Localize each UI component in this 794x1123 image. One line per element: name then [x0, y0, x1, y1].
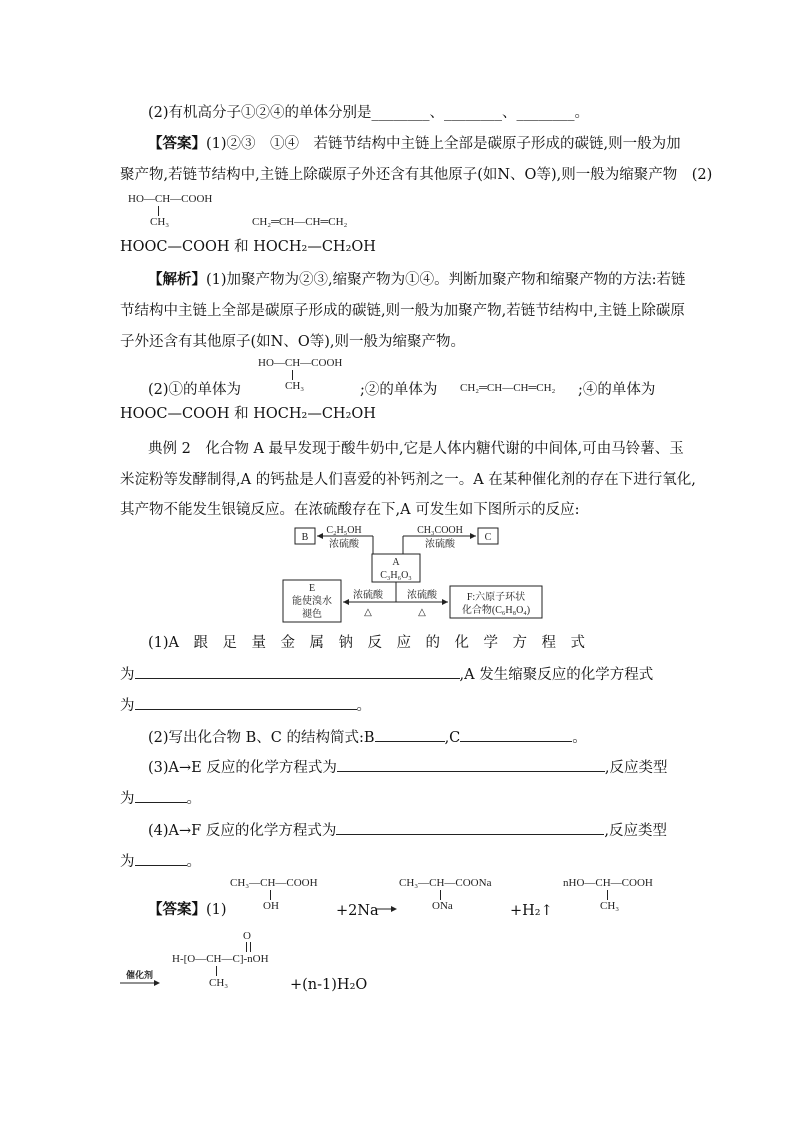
desc-E-2: 褪色 — [302, 609, 322, 620]
answer-blank-3-type[interactable] — [135, 788, 187, 803]
answer-blank-2[interactable] — [135, 695, 357, 710]
reagent-h2so4-4: 浓硫酸 — [407, 590, 437, 601]
reagent-h2so4-3: 浓硫酸 — [353, 590, 383, 601]
lactic-acid-structure-2: HO—CH—COOH — [258, 357, 343, 369]
q4-b: ,反应类型 — [604, 823, 667, 839]
answer-blank-3[interactable] — [337, 757, 605, 772]
analysis-1-line-2: 节结构中主链上全部是碳原子形成的碳链,则一般为加聚产物,若链节结构中,主链上除碳原 — [120, 303, 685, 319]
analysis-1-line-4: HOOC—COOH 和 HOCH₂—CH₂OH — [120, 406, 376, 422]
q4-c-post: 。 — [186, 854, 201, 870]
answer-1-line-3: HOOC—COOH 和 HOCH₂—CH₂OH — [120, 239, 376, 255]
lactic-acid-hydroxyl: OH — [263, 900, 279, 912]
formula-A: C₃H₆O₃ — [380, 570, 412, 581]
question-3-line-2 — [120, 788, 201, 809]
answer-blank-C[interactable] — [460, 727, 572, 742]
analysis-1-line-1 — [148, 270, 686, 290]
desc-F-1: F:六原子环状 — [466, 592, 526, 603]
example-2-line-3: 其产物不能发生银镜反应。在浓硫酸存在下,A 可发生如下图所示的反应: — [120, 502, 580, 518]
desc-F-2: 化合物(C₆H₈O₄) — [461, 605, 531, 616]
sodium-lactate-ona: ONa — [432, 900, 453, 912]
hydrogen-product: +H₂↑ — [510, 903, 553, 919]
double-bond — [246, 942, 251, 952]
lactic-acid-methyl: CH₃ — [150, 216, 170, 228]
analysis-1-text-a: (1)加聚产物为②③,缩聚产物为①④。判断加聚产物和缩聚产物的方法:若链 — [206, 272, 686, 288]
q2-b: ,C — [444, 730, 461, 746]
lactic-acid-methyl-2: CH₃ — [285, 380, 305, 392]
q3-b: ,反应类型 — [604, 760, 668, 776]
lactic-acid-n-methyl: CH₃ — [600, 900, 620, 912]
q4-c-pre: 为 — [120, 854, 135, 870]
q4-a: (4)A→F 反应的化学方程式为 — [148, 823, 337, 839]
reagent-h2so4-1: 浓硫酸 — [329, 539, 359, 550]
heat-symbol-2: △ — [418, 607, 426, 618]
reaction-diagram — [280, 522, 550, 626]
q3-a: (3)A→E 反应的化学方程式为 — [148, 760, 337, 776]
bond-line-5 — [607, 890, 608, 900]
catalyst-label: 催化剂 — [126, 970, 154, 980]
bond-line-3 — [270, 890, 271, 900]
answer-2-part: (1) — [206, 902, 227, 918]
answer-2-line-1 — [148, 900, 227, 920]
answer-label: 【答案】 — [148, 135, 206, 152]
q1-c-pre: 为 — [120, 698, 135, 714]
butadiene-structure-2: CH₂═CH—CH═CH₂ — [460, 382, 556, 394]
butadiene-structure: CH₂═CH—CH═CH₂ — [252, 216, 348, 228]
plus-sodium: +2Na — [336, 903, 379, 919]
answer-1-text-a: (1)②③ ①④ 若链节结构中主链上全部是碳原子形成的碳链,则一般为加 — [206, 136, 681, 152]
answer-1-line-2: 聚产物,若链节结构中,主链上除碳原子外还含有其他原子(如N、O等),则一般为缩聚产物 (2) — [120, 167, 713, 183]
analysis-label: 【解析】 — [148, 271, 206, 288]
analysis-1-part-2-c: ;④的单体为 — [578, 382, 656, 398]
reaction-arrow-1 — [375, 905, 399, 913]
label-E: E — [308, 583, 316, 594]
question-3-line-1 — [148, 757, 667, 778]
question-2-line — [148, 727, 587, 748]
lactic-acid-reactant: CH₃—CH—COOH — [230, 877, 318, 889]
reagent-ethanol: C₂H₅OH — [326, 525, 362, 536]
answer-blank-1[interactable] — [135, 664, 460, 679]
q1-c-post: 。 — [356, 698, 371, 714]
reagent-acetic-acid: CH₃COOH — [417, 525, 463, 536]
question-2-stem: (2)有机高分子①②④的单体分别是________、________、________。 — [148, 105, 590, 121]
question-1-line-2 — [120, 664, 653, 685]
answer-blank-4[interactable] — [336, 820, 604, 835]
q1-b-pre: 为 — [120, 667, 135, 683]
lactic-acid-main: HO—CH—COOH — [128, 193, 213, 205]
answer-blank-4-type[interactable] — [135, 851, 187, 866]
bond-line-2 — [292, 370, 293, 380]
reagent-h2so4-2: 浓硫酸 — [425, 539, 455, 550]
answer-1-line-1 — [148, 134, 681, 154]
example-2-line-1: 典例 2 化合物 A 最早发现于酸牛奶中,它是人体内糖代谢的中间体,可由马铃薯、玉 — [148, 441, 684, 457]
water-product: +(n-1)H₂O — [290, 977, 368, 993]
polylactic-methyl: CH₃ — [209, 977, 229, 989]
analysis-1-line-3: 子外还含有其他原子(如N、O等),则一般为缩聚产物。 — [120, 334, 465, 350]
q1-b-post: ,A 发生缩聚反应的化学方程式 — [459, 667, 654, 683]
lactic-acid-n: nHO—CH—COOH — [563, 877, 653, 889]
reaction-arrow-2 — [120, 979, 162, 987]
answer-2-label: 【答案】 — [148, 901, 206, 918]
q2-a: (2)写出化合物 B、C 的结构简式:B — [148, 730, 375, 746]
question-1-line-1: (1)A 跟 足 量 金 属 钠 反 应 的 化 学 方 程 式 — [148, 635, 586, 651]
bond-line — [158, 206, 159, 216]
bond-line-6 — [216, 966, 217, 976]
heat-symbol-1: △ — [364, 607, 372, 618]
example-2-line-2: 米淀粉等发酵制得,A 的钙盐是人们喜爱的补钙剂之一。A 在某种催化剂的存在下进行氧化, — [120, 472, 696, 488]
q3-c-pre: 为 — [120, 791, 135, 807]
q2-c: 。 — [572, 730, 587, 746]
label-B: B — [301, 532, 309, 543]
bond-line-4 — [440, 890, 441, 900]
polylactic-acid: H-[O—CH—C]-nOH — [172, 953, 269, 965]
analysis-1-part-2-a: (2)①的单体为 — [148, 382, 242, 398]
desc-E-1: 能使溴水 — [292, 596, 332, 607]
q3-c-post: 。 — [186, 791, 201, 807]
question-4-line-2 — [120, 851, 201, 872]
sodium-lactate: CH₃—CH—COONa — [399, 877, 492, 889]
answer-blank-B[interactable] — [375, 727, 445, 742]
question-4-line-1 — [148, 820, 667, 841]
analysis-1-part-2-b: ;②的单体为 — [360, 382, 438, 398]
carbonyl-oxygen: O — [243, 930, 251, 942]
label-C: C — [484, 532, 492, 543]
question-1-line-3 — [120, 695, 371, 716]
lactic-acid-structure — [128, 193, 212, 205]
label-A: A — [392, 557, 400, 568]
